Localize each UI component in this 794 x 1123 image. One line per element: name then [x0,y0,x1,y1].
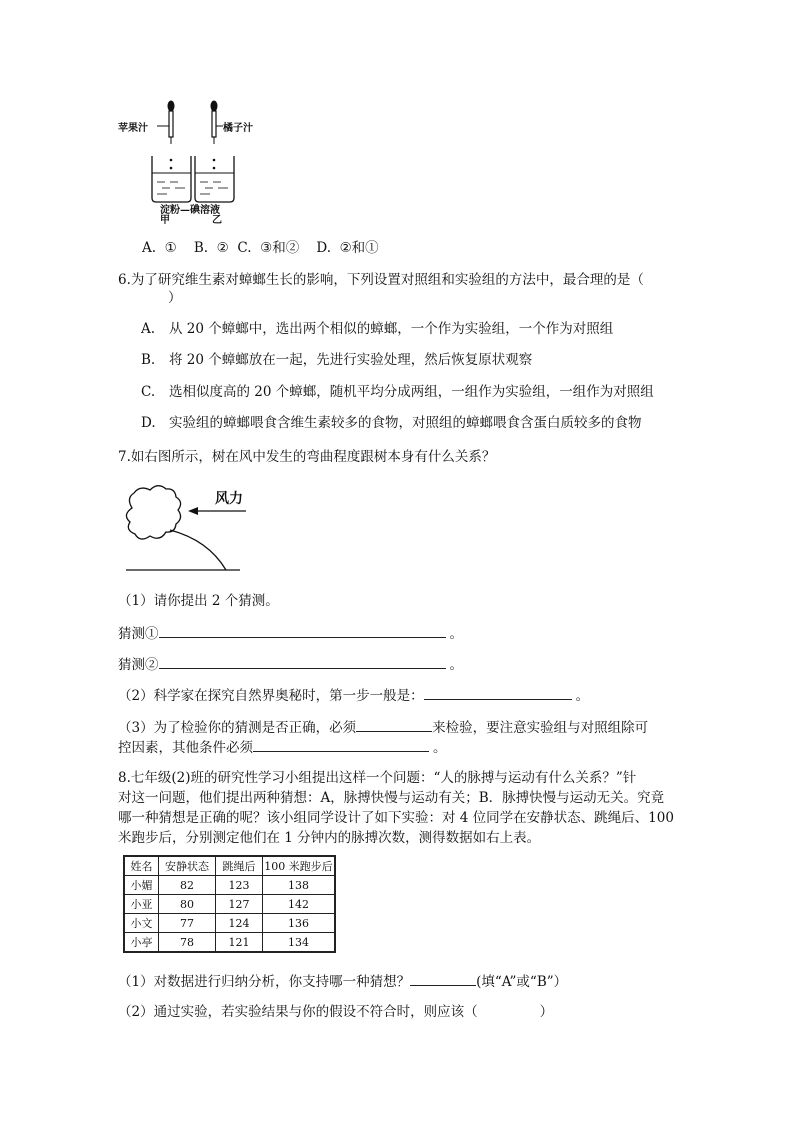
table-row [124,914,335,933]
option-letter: A. [141,321,156,337]
q7-stem: 7.如右图所示，树在风中发生的弯曲程度跟树本身有什么关系？ [118,449,496,465]
q8-line2: 对这一问题，他们提出两种猜想：A，脉搏快慢与运动有关；B．脉搏快慢与运动无关。究竟 [118,790,665,806]
table-cell: 121 [216,933,263,953]
sub2-blank[interactable] [424,685,572,700]
table-cell: 142 [263,895,336,914]
label-orange-juice: 橘子汁 [223,123,253,134]
table-cell: 小亭 [124,933,159,953]
sub1-blank[interactable] [410,971,476,986]
table-header: 跳绳后 [216,856,263,876]
q7-guess1 [118,623,463,644]
q8-line4: 米跑步后，分别测定他们在 1 分钟内的脉搏次数，测得数据如右上表。 [118,830,541,846]
period: 。 [449,626,463,642]
table-cell: 78 [159,933,216,953]
sub1-hint: (填“A”或“B”） [476,974,568,990]
sub2-text: （2）科学家在探究自然界奥秘时，第一步一般是： [118,688,424,704]
period: 。 [449,657,463,673]
q6-option-c [141,382,654,402]
table-cell: 77 [159,914,216,933]
table-cell: 80 [159,895,216,914]
table-header-row [124,856,335,876]
table-cell: 小媚 [124,876,159,895]
sub3-text-c: 控因素，其他条件必须 [118,740,253,756]
table-cell: 134 [263,933,336,953]
q8-line3: 哪一种猜想是正确的呢？该小组同学设计了如下实验：对 4 位同学在安静状态、跳绳后、100 [118,810,674,826]
period: 。 [433,740,447,756]
sub3-blank-b[interactable] [253,737,429,752]
q5-options: A. ① B. ② C. ③和② D. ②和① [142,240,379,256]
option-letter: C. [141,384,156,400]
table-header: 安静状态 [159,856,216,876]
q6-stem-close: ） [168,290,182,306]
table-cell: 138 [263,876,336,895]
option-letter: B. [141,352,156,368]
q8-sub2 [118,1002,553,1022]
label-apple-juice: 苹果汁 [118,123,148,134]
option-text: 实验组的蟑螂喂食含维生素较多的食物，对照组的蟑螂喂食含蛋白质较多的食物 [169,415,642,431]
q6-option-a [141,319,613,339]
q8-line1: 8.七年级(2)班的研究性学习小组提出这样一个问题：“人的脉搏与运动有什么关系？”针 [118,770,637,786]
table-cell: 127 [216,895,263,914]
guess-label: 猜测① [118,626,159,642]
q7-guess2 [118,654,463,675]
table-row [124,895,335,914]
guess2-blank[interactable] [159,654,446,669]
table-row [124,876,335,895]
pulse-table-wrap [123,855,336,953]
sub1-text: （1）对数据进行归纳分析，你支持哪一种猜想？ [118,974,411,990]
table-cell: 82 [159,876,216,895]
table-cell: 136 [263,914,336,933]
pulse-table [123,855,336,953]
q7-sub3-line2 [118,737,447,758]
q7-sub1: （1）请你提出 2 个猜测。 [118,593,279,609]
sub3-text-a: （3）为了检验你的猜测是否正确，必须 [118,720,357,736]
label-beaker-jia: 甲 [160,215,170,226]
sub2-text: （2）通过实验，若实验结果与你的假设不符合时，则应该（ [118,1004,478,1020]
option-text: 选相似度高的 20 个蟑螂，随机平均分成两组，一组作为实验组，一组作为对照组 [169,384,654,400]
q6-stem: 6.为了研究维生素对蟑螂生长的影响，下列设置对照组和实验组的方法中，最合理的是（ [118,272,644,288]
option-letter: D. [141,415,156,431]
table-cell: 小亚 [124,895,159,914]
period: 。 [575,688,590,704]
q8-sub1 [118,971,567,992]
sub3-blank-a[interactable] [356,717,432,732]
sub2-close: ） [539,1004,554,1020]
q6-option-b [141,350,532,370]
option-text: 将 20 个蟑螂放在一起，先进行实验处理，然后恢复原状观察 [169,352,533,368]
table-cell: 小文 [124,914,159,933]
sub3-text-b: 来检验，要注意实验组与对照组除可 [432,720,649,736]
table-cell: 124 [216,914,263,933]
table-cell: 123 [216,876,263,895]
q7-sub2 [118,685,589,706]
guess1-blank[interactable] [159,623,446,638]
label-beaker-yi: 乙 [212,215,222,226]
table-header: 姓名 [124,856,159,876]
wind-label: 风力 [215,491,243,507]
table-row [124,933,335,953]
label-starch-iodine: 淀粉—碘溶液 [160,205,220,216]
table-header: 100 米跑步后 [263,856,336,876]
option-text: 从 20 个蟑螂中，选出两个相似的蟑螂，一个作为实验组，一个作为对照组 [169,321,614,337]
guess-label: 猜测② [118,657,159,673]
q6-option-d [141,413,642,433]
q7-sub3 [118,717,648,738]
